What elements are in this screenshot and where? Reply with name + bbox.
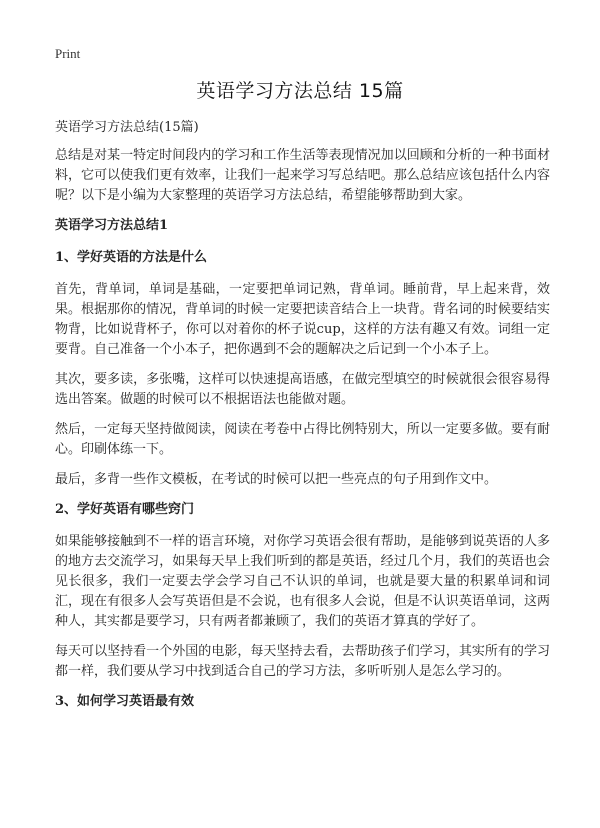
paragraph: 然后，一定每天坚持做阅读，阅读在考卷中占得比例特别大，所以一定要多做。要有耐心。印刷体练一下。 [55, 422, 550, 457]
paragraph: 每天可以坚持看一个外国的电影，每天坚持去看，去帮助孩子们学习，其实所有的学习都一样，我们要从学习中找到适合自己的学习方法，多听听别人是怎么学习的。 [55, 644, 550, 679]
paragraph: 其次，要多读，多张嘴，这样可以快速提高语感，在做完型填空的时候就很会很容易得选出答案。做题的时候可以不根据语法也能做对题。 [55, 372, 550, 407]
document-title: 英语学习方法总结 15篇 [196, 80, 404, 102]
subsection-heading-3: 3、如何学习英语最有效 [55, 694, 195, 709]
subsection-heading-2: 2、学好英语有哪些窍门 [55, 502, 195, 517]
intro-paragraph: 总结是对某一特定时间段内的学习和工作生活等表现情况加以回顾和分析的一种书面材料，它可以使我们更有效率，让我们一起来学习写总结吧。那么总结应该包括什么内容呢？以下是小编为大家整理的英语学习方法总结，希望能够帮助到大家。 [55, 148, 550, 203]
paragraph: 首先，背单词，单词是基础，一定要把单词记熟，背单词。睡前背，早上起来背，效果。根据那你的情况，背单词的时候一定要把读音结合上一块背。背名词的时候要结实物背，比如说背杯子，你可以对着你的杯子说cup，这样的方法有趣又有效。词组一定要背。自己准备一个小本子，把你遇到不会的题解决之后记到一个小本子上。 [55, 282, 550, 357]
subsection-heading-1: 1、学好英语的方法是什么 [55, 250, 208, 265]
paragraph: 最后，多背一些作文模板，在考试的时候可以把一些亮点的句子用到作文中。 [55, 472, 498, 487]
section-heading: 英语学习方法总结1 [55, 218, 169, 233]
document-subtitle: 英语学习方法总结(15篇) [55, 120, 199, 135]
print-label[interactable]: Print [55, 46, 81, 61]
paragraph: 如果能够接触到不一样的语言环境，对你学习英语会很有帮助，是能够到说英语的人多的地方去交流学习，如果每天早上我们听到的都是英语，经过几个月，我们的英语也会见长很多，我们一定要去学会学习自己不认识的单词，也就是要大量的积累单词和词汇，现在有很多人会写英语但是不会说，也有很多人会说，但是不认识英语单词，这两种人，其实都是要学习，只有两者都兼顾了，我们的英语才算真的学好了。 [55, 534, 550, 629]
document-body [55, 118, 550, 724]
